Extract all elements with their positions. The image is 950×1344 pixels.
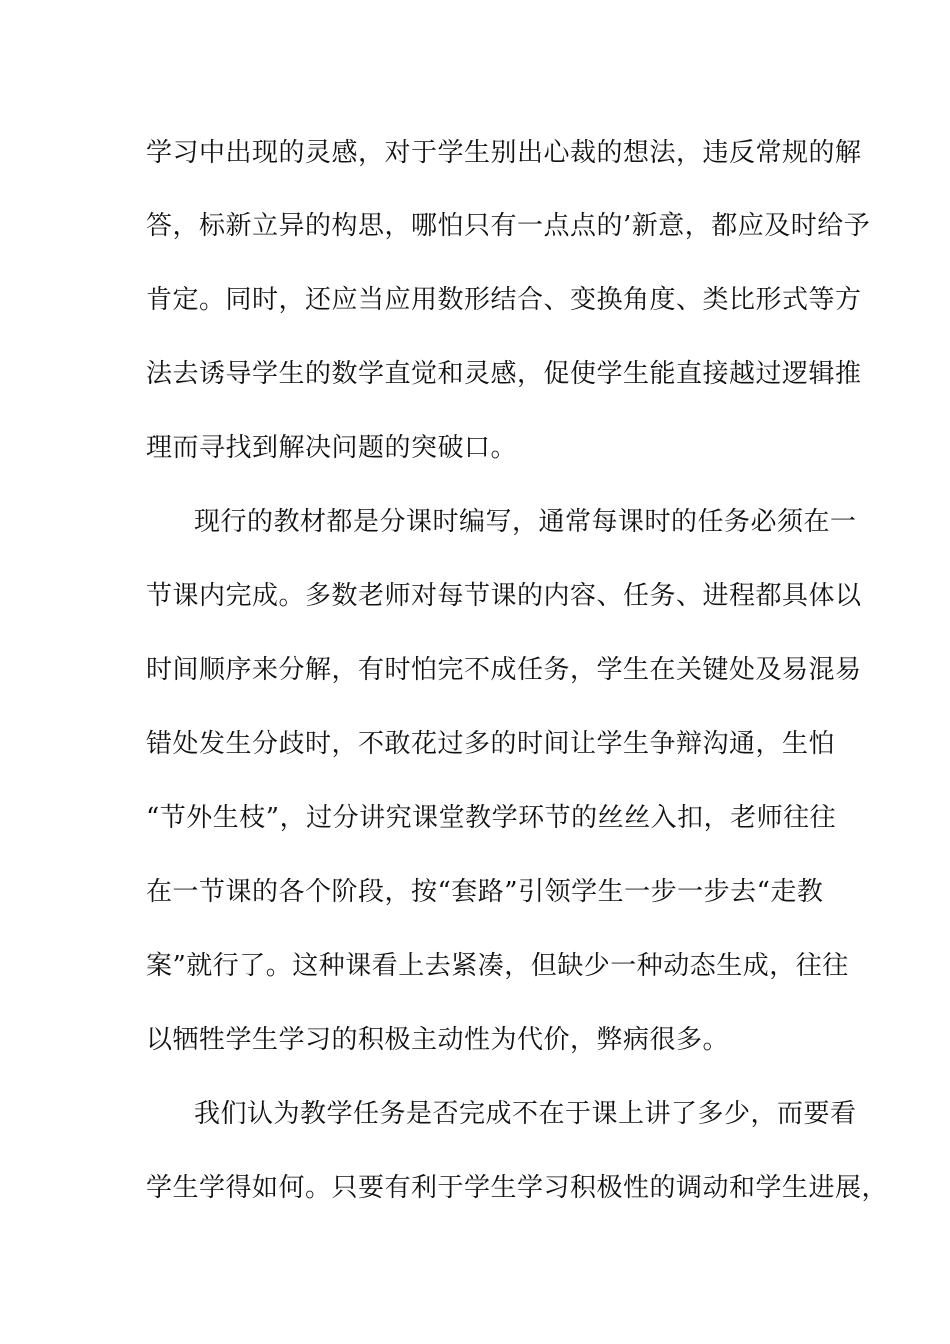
- text-line: 错处发生分歧时，不敢花过多的时间让学生争辩沟通，生怕: [146, 729, 836, 759]
- text-line: 在一节课的各个阶段，按“套路”引领学生一步一步去“走教: [146, 877, 824, 907]
- text-line: 答，标新立异的构思，哪怕只有一点点的’新意，都应及时给予: [146, 211, 871, 241]
- text-line: 肯定。同时，还应当应用数形结合、变换角度、类比形式等方: [146, 285, 862, 315]
- paragraph-first-line: 我们认为教学任务是否完成不在于课上讲了多少，而要看: [194, 1099, 857, 1129]
- paragraph-first-line: 现行的教材都是分课时编写，通常每课时的任务必须在一: [194, 507, 857, 537]
- text-line: 学生学得如何。只要有利于学生学习积极性的调动和学生进展，: [146, 1173, 889, 1203]
- text-line: 学习中出现的灵感，对于学生别出心裁的想法，违反常规的解: [146, 138, 862, 168]
- text-line: 节课内完成。多数老师对每节课的内容、任务、进程都具体以: [146, 581, 862, 611]
- text-line: 以牺牲学生学习的积极主动性为代价，弊病很多。: [146, 1025, 730, 1055]
- text-line: 案”就行了。这种课看上去紧凑，但缺少一种动态生成，往往: [146, 951, 849, 981]
- text-line: 理而寻找到解决问题的突破口。: [146, 433, 518, 463]
- text-line: 法去诱导学生的数学直觉和灵感，促使学生能直接越过逻辑推: [146, 359, 862, 389]
- text-line: “节外生枝”，过分讲究课堂教学环节的丝丝入扣，老师往往: [146, 803, 837, 833]
- text-line: 时间顺序来分解，有时怕完不成任务，学生在关键处及易混易: [146, 655, 862, 685]
